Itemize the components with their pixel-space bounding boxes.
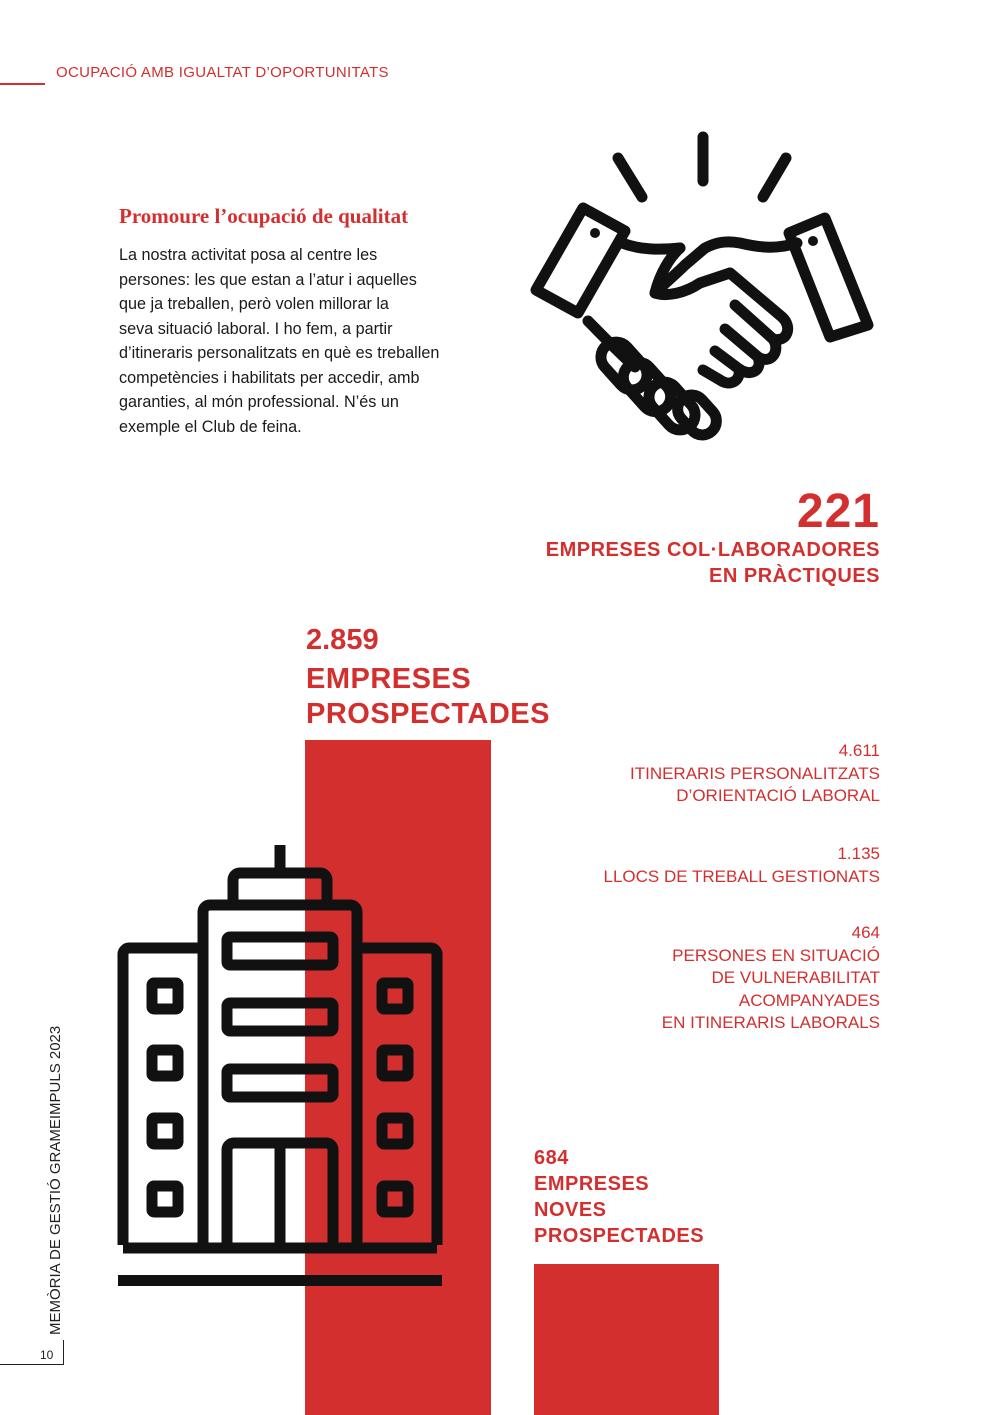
office-building-icon [115, 840, 450, 1290]
handshake-icon [525, 125, 885, 455]
itineraries-label-line: ITINERARIS PERSONALITZATS [629, 763, 880, 783]
jobs-label-line: LLOCS DE TREBALL GESTIONATS [603, 866, 880, 886]
jobs-stat [604, 843, 881, 888]
vulnerable-label-line: PERSONES EN SITUACIÓ [672, 945, 880, 965]
intro-line: La nostra activitat posa al centre les [119, 246, 378, 264]
collaborators-label-line: EMPRESES COL·LABORADORES [545, 539, 880, 561]
new-prospected-bar [534, 1264, 719, 1415]
document-label: MEMÒRIA DE GESTIÓ GRAMEIMPULS 2023 [47, 1025, 64, 1335]
collaborators-label [546, 537, 880, 589]
intro-line: que ja treballen, però volen millorar la [119, 295, 389, 313]
intro-line: competències i habilitats per accedir, amb [119, 368, 420, 387]
vulnerable-value: 464 [851, 923, 880, 942]
itineraries-stat [630, 740, 880, 808]
new-prospected-stat [534, 1145, 704, 1249]
new-prospected-label-line: PROSPECTADES [534, 1225, 705, 1247]
vulnerable-stat [662, 922, 880, 1035]
new-prospected-label-line: EMPRESES [534, 1173, 650, 1195]
intro-line: garanties, al món professional. N’és un [119, 393, 399, 411]
new-prospected-label-line: NOVES [534, 1199, 607, 1221]
prospected-value: 2.859 [306, 624, 379, 656]
jobs-value: 1.135 [837, 844, 880, 863]
prospected-label-line: PROSPECTADES [306, 698, 550, 730]
footer-rule-vertical [63, 1340, 64, 1365]
page-number: 10 [40, 1348, 54, 1362]
vulnerable-label-line: DE VULNERABILITAT [711, 968, 880, 987]
footer-rule-horizontal [0, 1364, 64, 1365]
intro-line: seva situació laboral. I ho fem, a partir [119, 319, 393, 338]
vulnerable-label-line: EN ITINERARIS LABORALS [661, 1013, 880, 1032]
intro-line: d’itineraris personalitzats en què es treballen [119, 344, 440, 362]
intro-paragraph [119, 243, 479, 439]
intro-line: exemple el Club de feina. [119, 417, 302, 436]
itineraries-label-line: D’ORIENTACIÓ LABORAL [676, 786, 880, 805]
prospected-label-line: EMPRESES [306, 663, 472, 695]
collaborators-label-line: EN PRÀCTIQUES [709, 565, 880, 587]
vulnerable-label-line: ACOMPANYADES [738, 990, 880, 1010]
intro-line: persones: les que estan a l’atur i aquelles [119, 270, 417, 289]
section-title: OCUPACIÓ AMB IGUALTAT D’OPORTUNITATS [56, 64, 389, 81]
itineraries-value: 4.611 [838, 741, 880, 760]
new-prospected-value: 684 [534, 1147, 569, 1169]
collaborators-value: 221 [796, 485, 880, 538]
prospected-label [306, 662, 550, 732]
intro-heading: Promoure l’ocupació de qualitat [119, 204, 409, 228]
header-rule [0, 83, 45, 85]
